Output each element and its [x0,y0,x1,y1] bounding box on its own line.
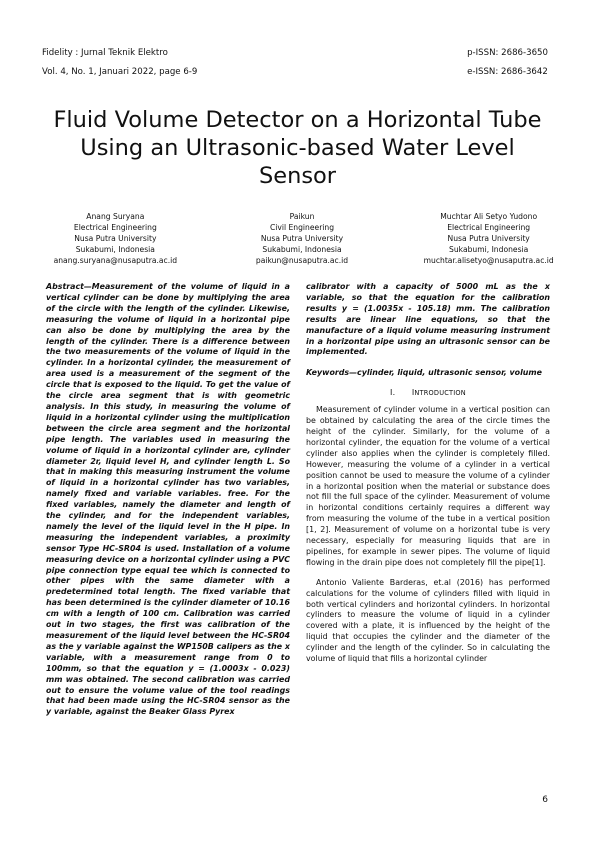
author-dept: Electrical Engineering [73,223,157,232]
intro-paragraph-2: Antonio Valiente Barderas, et.al (2016) has performed calculations for the volume of cylinders filled with liquid in both vertical cylinders and horizontal cylinders. In horizontal cylinders to measure the volume of liquid in a cylinder covered with a plate, it is influenced by the height of the liquid that occupies the cylinder and the diameter of the cylinder and the length of the cylinder. So in calculating the volume of liquid that fills a horizontal cylinder [306,577,550,664]
abstract-text: Abstract—Measurement of the volume of liquid in a vertical cylinder can be done by multiplying the area of the circle with the length of the cylinder. Likewise, measuring the volume of liquid in a horizontal pipe can also be done by multiplying the area by the length of the cylinder. There is a difference between the two measurements of the volume of liquid in the cylinder. In a horizontal cylinder, the measurement of area used is a measurement of the segment of the circle that is exposed to the liquid. To get the value of the circle area segment that is with geometric analysis. In this study, in measuring the volume of liquid in a horizontal cylinder using the multiplication between the circle area segment and the horizontal pipe length. The variables used in measuring the volume of liquid in a horizontal cylinder are, cylinder diameter 2r, liquid level H, and cylinder length L. So that in making this measuring instrument the volume of liquid in a horizontal cylinder has two variables, namely fixed and variable variables. free. For the fixed variables, namely the diameter and length of the cylinder, and for the independent variables, namely the level of the liquid level in the H pipe. In measuring the independent variables, a proximity sensor Type HC-SR04 is used. Installation of a volume measuring device on a horizontal cylinder using a PVC pipe connection type equal tee which is connected to other pipes with the same diameter with a predetermined total length. The fixed variable that has been determined is the cylinder diameter of 10.16 cm with a length of 100 cm. Calibration was carried out in two stages, the first was calibration of the measurement of the liquid level between the HC-SR04 as the y variable against the WP150B calipers as the x variable, with a measurement range from 0 to 100mm, so that the equation y = (1.0003x - 0.023) mm was obtained. The second calibration was carried out to ensure the volume value of the tool readings that had been made using the HC-SR04 sensor as the y variable, against the Beaker Glass Pyrex [46,282,290,717]
author-univ: Nusa Putra University [74,234,157,243]
author-email[interactable]: anang.suryana@nusaputra.ac.id [53,256,178,265]
page-number: 6 [542,795,548,805]
section-title-rest: NTRODUCTION [414,389,466,398]
author-email[interactable]: paikun@nusaputra.ac.id [255,256,349,265]
journal-header-left [42,44,197,82]
section-title-initial: I [411,388,415,398]
journal-header-right [467,44,548,82]
author-dept: Civil Engineering [269,223,335,232]
left-column [46,282,290,718]
journal-volume: Vol. 4, No. 1, Januari 2022, page 6-9 [42,67,198,77]
section-number: I. [390,388,396,398]
abstract-continued: calibrator with a capacity of 5000 mL as the x variable, so that the equation for the calibration results y = (1.0035x - 105.18) mm. The calibration results are linear line equations, so that the manufacture of a liquid volume measuring instrument in a horizontal pipe using an ultrasonic sensor can be implemented. [306,282,550,357]
author-3 [395,211,582,266]
author-name: Paikun [289,212,315,221]
eissn: e-ISSN: 2686-3642 [467,67,548,77]
right-column [306,282,550,674]
author-city: Sukabumi, Indonesia [75,245,155,254]
keywords: Keywords—cylinder, liquid, ultrasonic sensor, volume [306,368,543,378]
author-univ: Nusa Putra University [447,234,530,243]
author-univ: Nusa Putra University [260,234,344,243]
author-city: Sukabumi, Indonesia [262,245,342,254]
author-2 [209,211,396,266]
journal-name: Fidelity : Jurnal Teknik Elektro [42,48,168,58]
pissn: p-ISSN: 2686-3650 [467,48,548,58]
author-block [22,211,582,266]
intro-paragraph-1: Measurement of cylinder volume in a vertical position can be obtained by calculating the area of the circle times the height of the cylinder. Similarly, for the volume of a horizontal cylinder, the equation for the volume of a vertical cylinder also applies when the cylinder is completely filled. However, measuring the volume of a cylinder in a vertical position cannot be used to measure the volume of a cylinder in a horizontal position when the material or substance does not fill the full space of the cylinder. Measurement of volume in horizontal conditions certainly requires a different way from measuring the volume of the tube in a vertical position [1, 2]. Measurement of volume on a horizontal tube is very necessary, especially for measuring liquids that are in pipelines, for example in sewer pipes. The volume of liquid flowing in the drain pipe does not completely fill the pipe[1]. [306,405,550,567]
author-dept: Electrical Engineering [447,223,531,232]
author-1 [22,211,209,266]
author-city: Sukabumi, Indonesia [449,245,529,254]
author-email[interactable]: muchtar.alisetyo@nusaputra.ac.id [423,256,554,265]
author-name: Muchtar Ali Setyo Yudono [440,212,538,221]
paper-title: Fluid Volume Detector on a Horizontal Tube Using an Ultrasonic-based Water Level Sensor [53,107,542,189]
author-name: Anang Suryana [86,212,145,221]
section-heading-introduction [306,388,550,399]
